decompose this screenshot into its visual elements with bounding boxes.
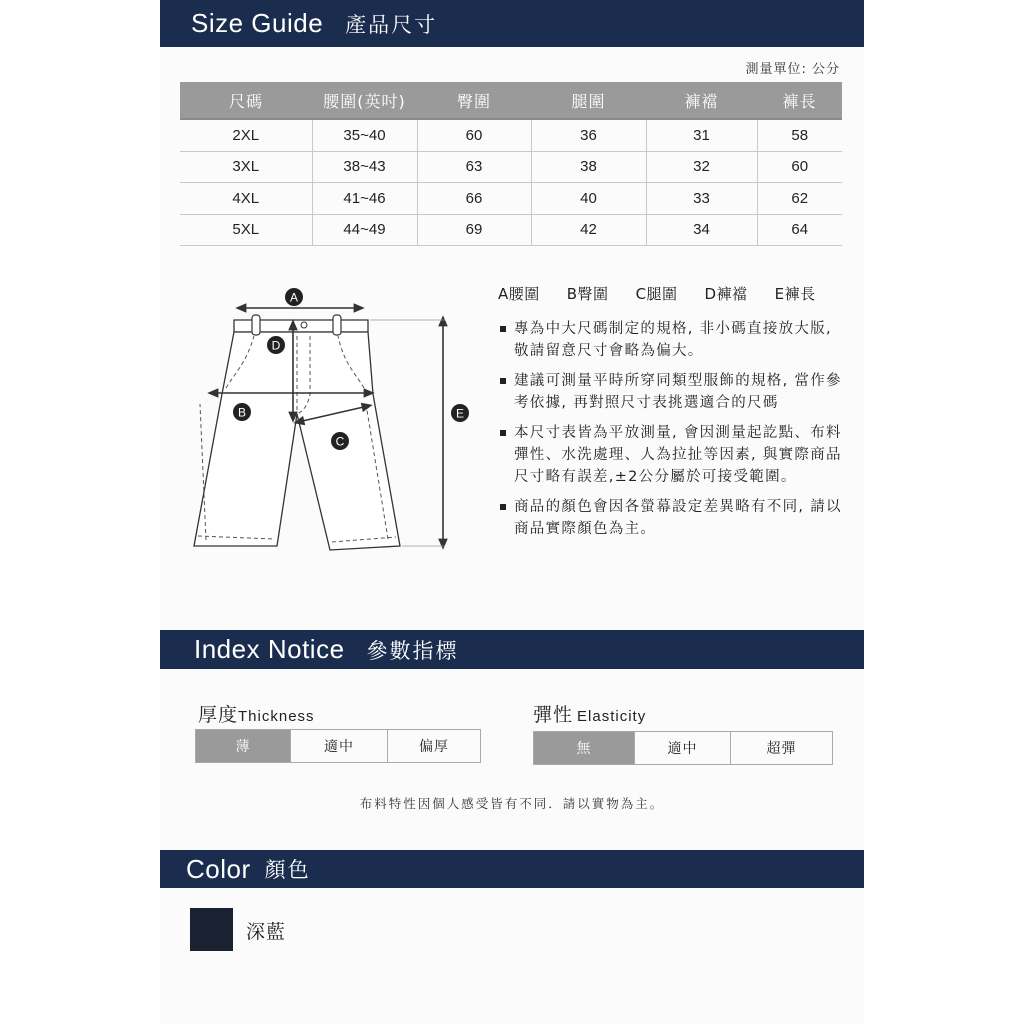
measure-label-e: [451, 404, 469, 422]
unit-note: 測量單位: 公分: [745, 62, 840, 77]
table-cell: 2XL: [180, 119, 312, 151]
svg-text:A: A: [289, 290, 299, 305]
color-title-en: Color: [186, 853, 251, 884]
table-cell: 33: [646, 183, 757, 215]
fabric-footnote: 布料特性因個人感受皆有不同．請以實物為主。: [359, 796, 665, 811]
pants-outline: [194, 320, 400, 550]
legend-item: B臀圍: [566, 285, 609, 303]
size-guide-title-zh: 產品尺寸: [345, 12, 438, 37]
index-notice-header: [160, 630, 864, 669]
table-cell: 35~40: [312, 119, 417, 151]
thickness-option: 薄: [196, 730, 291, 762]
table-cell: 44~49: [312, 214, 417, 246]
table-cell: 64: [757, 214, 842, 246]
thickness-option: 偏厚: [419, 739, 449, 755]
table-row: [180, 151, 842, 183]
note-text: 商品的顏色會因各螢幕設定差異略有不同, 請以商品實際顏色為主。: [514, 499, 842, 537]
legend-item: E褲長: [774, 285, 816, 303]
svg-text:D: D: [271, 338, 281, 353]
table-cell: 60: [417, 119, 531, 151]
table-cell: 62: [757, 183, 842, 215]
bullet-square-icon: [500, 326, 506, 332]
button-icon: [301, 322, 307, 328]
measure-label-b: [233, 403, 251, 421]
table-cell: 58: [757, 119, 842, 151]
elasticity-option: 無: [534, 732, 635, 764]
table-cell: 36: [531, 119, 646, 151]
table-cell: 42: [531, 214, 646, 246]
elasticity-label: [533, 700, 646, 727]
elasticity-option: 超彈: [766, 741, 797, 757]
thickness-label-zh: 厚度: [198, 704, 239, 726]
thickness-label: [198, 700, 315, 727]
legend-item: D褲襠: [704, 285, 748, 303]
table-cell: 5XL: [180, 214, 312, 246]
size-guide-header: [160, 0, 864, 47]
index-notice-title-en: Index Notice: [194, 634, 345, 664]
list-item: [498, 496, 843, 540]
svg-text:C: C: [335, 434, 345, 449]
svg-text:B: B: [237, 405, 247, 420]
column-header: 腰圍(英吋): [312, 82, 417, 119]
table-cell: 63: [417, 151, 531, 183]
elasticity-label-en: Elasticity: [577, 708, 647, 725]
table-cell: 38: [531, 151, 646, 183]
table-cell: 38~43: [312, 151, 417, 183]
column-header: 褲襠: [646, 82, 757, 119]
pants-measurement-diagram: [190, 284, 480, 564]
table-cell: 4XL: [180, 183, 312, 215]
size-table: [180, 82, 842, 246]
note-text: 建議可測量平時所穿同類型服飾的規格, 當作參考依據, 再對照尺寸表挑選適合的尺碼: [514, 373, 842, 411]
column-header: 臀圍: [417, 82, 531, 119]
table-cell: 66: [417, 183, 531, 215]
table-cell: 34: [646, 214, 757, 246]
column-header: 尺碼: [180, 82, 312, 119]
measure-label-d: [267, 336, 285, 354]
index-notice-title-zh: 參數指標: [366, 638, 459, 663]
table-cell: 69: [417, 214, 531, 246]
table-cell: 40: [531, 183, 646, 215]
elasticity-scale: [533, 731, 833, 765]
color-header: [160, 850, 864, 888]
measurement-legend: [498, 283, 816, 304]
table-row: [180, 183, 842, 215]
list-item: [498, 422, 843, 488]
color-swatch: [190, 908, 233, 951]
measure-label-c: [331, 432, 349, 450]
bullet-square-icon: [500, 378, 506, 384]
notes-list: [498, 318, 843, 548]
list-item: [498, 318, 843, 362]
table-cell: 32: [646, 151, 757, 183]
table-row: [180, 119, 842, 151]
svg-text:E: E: [455, 406, 465, 421]
bullet-square-icon: [500, 504, 506, 510]
list-item: [498, 370, 843, 414]
thickness-scale: [195, 729, 481, 763]
measure-label-a: [285, 288, 303, 306]
table-cell: 60: [757, 151, 842, 183]
thickness-option: 適中: [291, 730, 388, 762]
note-text: 專為中大尺碼制定的規格, 非小碼直接放大版, 敬請留意尺寸會略為偏大。: [514, 321, 832, 359]
size-guide-title-en: Size Guide: [191, 8, 324, 38]
legend-item: A腰圍: [498, 285, 540, 303]
legend-item: C腿圍: [635, 285, 678, 303]
color-name: 深藍: [246, 921, 287, 943]
column-header: 腿圍: [531, 82, 646, 119]
table-cell: 3XL: [180, 151, 312, 183]
size-table-header-row: [180, 82, 842, 119]
elasticity-option: 適中: [635, 732, 731, 764]
thickness-label-en: Thickness: [238, 708, 315, 725]
column-header: 褲長: [757, 82, 842, 119]
elasticity-label-zh: 彈性: [533, 704, 574, 726]
table-row: [180, 214, 842, 246]
color-title-zh: 顏色: [264, 858, 311, 882]
note-text: 本尺寸表皆為平放測量, 會因測量起訖點、布料彈性、水洗處理、人為拉扯等因素, 與實際商品尺寸略有誤差,±2公分屬於可接受範圍。: [514, 425, 842, 485]
bullet-square-icon: [500, 430, 506, 436]
table-cell: 41~46: [312, 183, 417, 215]
table-cell: 31: [646, 119, 757, 151]
